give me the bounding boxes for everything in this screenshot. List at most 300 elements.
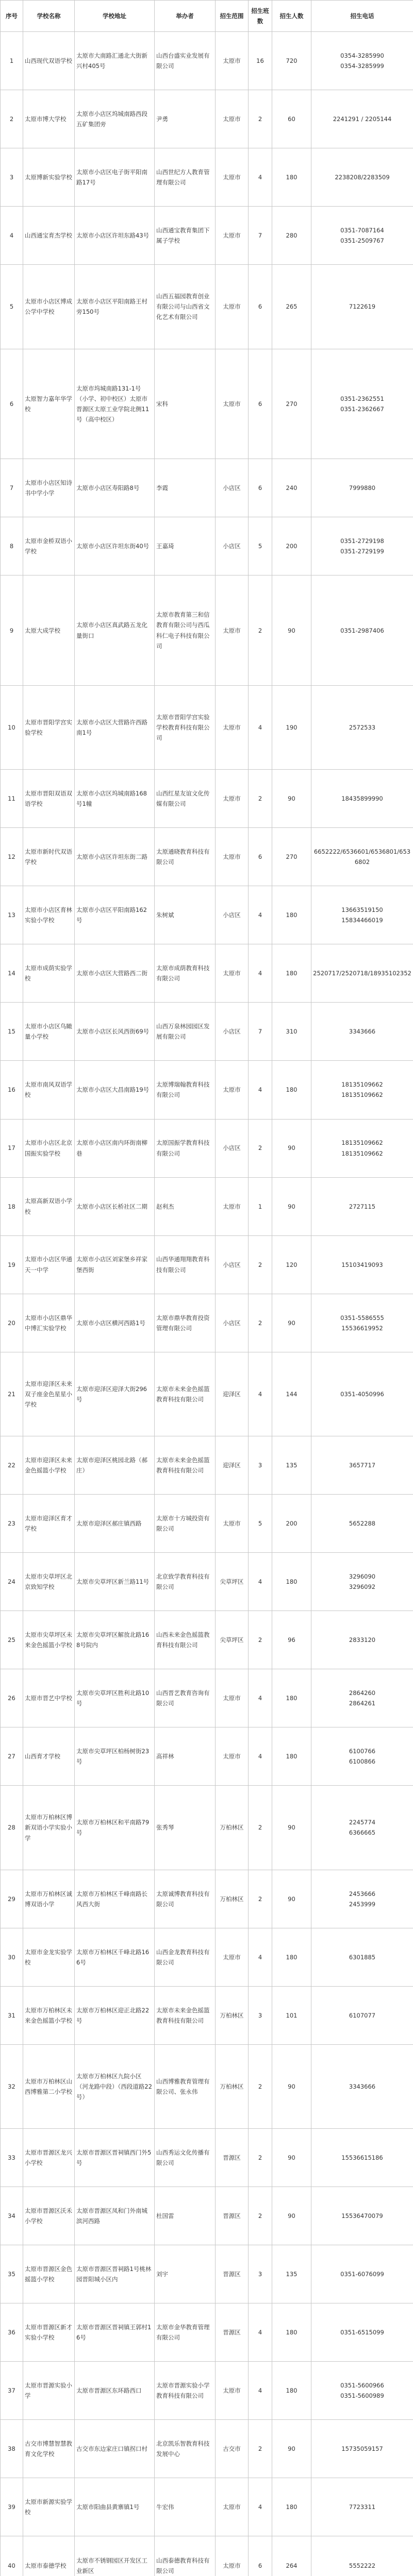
cell-no: 32 — [1, 2044, 23, 2128]
cell-address: 太原市尖草坪区新兰路11号 — [75, 1553, 155, 1611]
cell-phone: 3657717 — [311, 1436, 413, 1495]
cell-phone: 7999880 — [311, 459, 413, 517]
cell-school-name: 太原市迎泽区未来双子座金色星星小学校 — [23, 1352, 75, 1436]
cell-classes: 4 — [249, 148, 272, 207]
cell-no: 3 — [1, 148, 23, 207]
cell-enrollment: 90 — [272, 1294, 311, 1352]
cell-no: 39 — [1, 2478, 23, 2536]
cell-school-name: 太原市小店区北京国振实验学校 — [23, 1119, 75, 1177]
cell-school-name: 太原市万柏林区博新双语小学实验小学 — [23, 1786, 75, 1870]
cell-no: 20 — [1, 1294, 23, 1352]
cell-school-name: 太原市新时代双语学校 — [23, 828, 75, 886]
cell-address: 太原市晋源区凤和门外南城滨河西路 — [75, 2187, 155, 2245]
cell-phone: 2241291 / 2205144 — [311, 90, 413, 148]
cell-no: 23 — [1, 1495, 23, 1553]
cell-school-name: 太原市泰德学校 — [23, 2536, 75, 2576]
cell-classes: 6 — [249, 349, 272, 459]
header-classes: 招生班数 — [249, 1, 272, 32]
cell-no: 2 — [1, 90, 23, 148]
cell-enrollment: 90 — [272, 1870, 311, 1928]
cell-organizer: 山西晋艺教育咨询有限公司 — [155, 1669, 216, 1727]
cell-phone: 2520717/2520718/18935102352 — [311, 944, 413, 1003]
cell-district: 太原市 — [216, 349, 249, 459]
table-row — [1, 1986, 413, 2044]
cell-organizer: 太原市十方城投资有限公司 — [155, 1495, 216, 1553]
cell-phone: 18435899990 — [311, 770, 413, 828]
cell-district: 太原市 — [216, 575, 249, 686]
cell-enrollment: 200 — [272, 1495, 311, 1553]
cell-address: 太原市尖草坪区解放北路168号院内 — [75, 1611, 155, 1669]
cell-school-name: 太原市小店区博成公学中学校 — [23, 265, 75, 349]
table-row — [1, 1727, 413, 1786]
cell-classes: 6 — [249, 265, 272, 349]
table-row — [1, 575, 413, 686]
cell-organizer: 太原市晋阳学宫实验学校教育科技有限公司 — [155, 685, 216, 769]
cell-school-name: 太原市小店区华通天一中学 — [23, 1235, 75, 1294]
cell-phone: 0351-5600966 0351-5600989 — [311, 2362, 413, 2420]
cell-district: 太原市 — [216, 207, 249, 265]
cell-no: 30 — [1, 1928, 23, 1986]
cell-no: 6 — [1, 349, 23, 459]
cell-enrollment: 90 — [272, 1786, 311, 1870]
cell-organizer: 太原市未来金色摇篮教育科技有限公司 — [155, 1352, 216, 1436]
cell-district: 太原市 — [216, 32, 249, 90]
table-row — [1, 1294, 413, 1352]
cell-phone: 6301885 — [311, 1928, 413, 1986]
cell-district: 尖草坪区 — [216, 1553, 249, 1611]
cell-district: 太原市 — [216, 1495, 249, 1553]
cell-classes: 4 — [249, 944, 272, 1003]
cell-address: 太原市小店区真武路五龙化量街口 — [75, 575, 155, 686]
cell-classes: 2 — [249, 1611, 272, 1669]
cell-district: 太原市 — [216, 770, 249, 828]
cell-classes: 4 — [249, 1928, 272, 1986]
cell-school-name: 太原市博大学校 — [23, 90, 75, 148]
cell-district: 太原市 — [216, 1928, 249, 1986]
cell-phone: 0351-6076099 — [311, 2245, 413, 2303]
cell-organizer: 山西世纪方人教育管理有限公司 — [155, 148, 216, 207]
cell-enrollment: 96 — [272, 1611, 311, 1669]
cell-classes: 3 — [249, 2245, 272, 2303]
cell-district: 晋源区 — [216, 2303, 249, 2362]
cell-school-name: 太原博新实验学校 — [23, 148, 75, 207]
cell-no: 22 — [1, 1436, 23, 1495]
cell-school-name: 太原市小店区鼎华中博汇实验学校 — [23, 1294, 75, 1352]
cell-classes: 7 — [249, 1003, 272, 1061]
cell-classes: 2 — [249, 90, 272, 148]
cell-address: 太原市尖草坪区胜利北路10号 — [75, 1669, 155, 1727]
cell-organizer: 张秀琴 — [155, 1786, 216, 1870]
cell-school-name: 太原市金桥双语小学校 — [23, 517, 75, 575]
cell-phone: 0351-2362551 0351-2362667 — [311, 349, 413, 459]
cell-enrollment: 310 — [272, 1003, 311, 1061]
cell-district: 太原市 — [216, 2478, 249, 2536]
cell-address: 太原市小店区大营路许西路南1号 — [75, 685, 155, 769]
cell-enrollment: 101 — [272, 1986, 311, 2044]
cell-enrollment: 60 — [272, 90, 311, 148]
table-row — [1, 828, 413, 886]
cell-classes: 2 — [249, 2187, 272, 2245]
header-organizer: 举办者 — [155, 1, 216, 32]
cell-no: 4 — [1, 207, 23, 265]
cell-organizer: 太原国振学教育科技有限公司 — [155, 1119, 216, 1177]
cell-district: 小店区 — [216, 1003, 249, 1061]
table-row — [1, 517, 413, 575]
cell-school-name: 太原市南风双语学校 — [23, 1061, 75, 1119]
cell-enrollment: 135 — [272, 1436, 311, 1495]
cell-organizer: 王嘉琦 — [155, 517, 216, 575]
cell-organizer: 太原市教育第三和信教育有限公司与西瓜科仁电子科技有限公司 — [155, 575, 216, 686]
cell-organizer: 山西万泉林园园区发展有限公司 — [155, 1003, 216, 1061]
cell-classes: 6 — [249, 828, 272, 886]
cell-address: 太原市小店区许坦东街40号 — [75, 517, 155, 575]
table-row — [1, 1061, 413, 1119]
cell-organizer: 山西红星友谊文化传媒有限公司 — [155, 770, 216, 828]
cell-phone: 7122619 — [311, 265, 413, 349]
cell-enrollment: 280 — [272, 207, 311, 265]
cell-no: 1 — [1, 32, 23, 90]
cell-district: 太原市 — [216, 2536, 249, 2576]
cell-enrollment: 180 — [272, 1669, 311, 1727]
cell-district: 太原市 — [216, 1669, 249, 1727]
cell-phone: 18135109662 18135109662 — [311, 1061, 413, 1119]
cell-classes: 2 — [249, 2044, 272, 2128]
cell-school-name: 太原市小店区育林实验小学校 — [23, 886, 75, 944]
cell-organizer: 太原市成荫教育科技有限公司 — [155, 944, 216, 1003]
cell-address: 太原市小店区许坦东街二路 — [75, 828, 155, 886]
cell-classes: 4 — [249, 1669, 272, 1727]
cell-phone: 0351-7087164 0351-2509767 — [311, 207, 413, 265]
cell-enrollment: 264 — [272, 2536, 311, 2576]
cell-address: 太原市万柏林区千峰南路长风西大街 — [75, 1870, 155, 1928]
cell-organizer: 太原博瑞翰教育科技有限公司 — [155, 1061, 216, 1119]
table-row — [1, 1611, 413, 1669]
cell-classes: 5 — [249, 517, 272, 575]
cell-school-name: 太原市晋源区新才实验小学校 — [23, 2303, 75, 2362]
cell-organizer: 太原市晋源实验小学教育科技有限公司 — [155, 2362, 216, 2420]
cell-no: 37 — [1, 2362, 23, 2420]
cell-district: 万柏林区 — [216, 1870, 249, 1928]
cell-phone: 2864260 2864261 — [311, 1669, 413, 1727]
cell-phone: 15735059157 — [311, 2420, 413, 2478]
cell-phone: 5652288 — [311, 1495, 413, 1553]
cell-school-name: 山西育才学校 — [23, 1727, 75, 1786]
cell-classes: 4 — [249, 1352, 272, 1436]
table-row — [1, 207, 413, 265]
cell-enrollment: 90 — [272, 2420, 311, 2478]
cell-classes: 16 — [249, 32, 272, 90]
cell-enrollment: 200 — [272, 517, 311, 575]
cell-enrollment: 135 — [272, 2245, 311, 2303]
cell-enrollment: 180 — [272, 886, 311, 944]
cell-organizer: 杜国雷 — [155, 2187, 216, 2245]
cell-no: 35 — [1, 2245, 23, 2303]
cell-district: 太原市 — [216, 828, 249, 886]
cell-phone: 15536470079 — [311, 2187, 413, 2245]
cell-no: 28 — [1, 1786, 23, 1870]
cell-classes: 2 — [249, 1119, 272, 1177]
cell-address: 太原市小店区平阳南路王村旁150号 — [75, 265, 155, 349]
cell-organizer: 尹勇 — [155, 90, 216, 148]
header-enrollment: 招生人数 — [272, 1, 311, 32]
table-row — [1, 770, 413, 828]
cell-enrollment: 180 — [272, 1061, 311, 1119]
cell-address: 太原市小店区电子街平阳南路17号 — [75, 148, 155, 207]
cell-school-name: 太原市新源实验学校 — [23, 2478, 75, 2536]
cell-school-name: 太原高新双语小学校 — [23, 1177, 75, 1235]
cell-school-name: 太原市晋阳双语双语学校 — [23, 770, 75, 828]
cell-classes: 2 — [249, 1870, 272, 1928]
cell-phone: 13663519150 15834466019 — [311, 886, 413, 944]
table-row — [1, 2420, 413, 2478]
cell-phone: 6652222/6536601/6536801/6536802 — [311, 828, 413, 886]
cell-enrollment: 240 — [272, 459, 311, 517]
cell-district: 小店区 — [216, 517, 249, 575]
table-row — [1, 2245, 413, 2303]
table-row — [1, 886, 413, 944]
cell-school-name: 太原市迎泽区育才学校 — [23, 1495, 75, 1553]
cell-classes: 4 — [249, 2303, 272, 2362]
cell-classes: 4 — [249, 685, 272, 769]
cell-no: 40 — [1, 2536, 23, 2576]
cell-address: 太原市小店区许坦东路43号 — [75, 207, 155, 265]
cell-no: 19 — [1, 1235, 23, 1294]
cell-organizer: 山西台盛实业发展有限公司 — [155, 32, 216, 90]
cell-address: 太原市迎泽区郝庄镇西路 — [75, 1495, 155, 1553]
cell-phone: 2572533 — [311, 685, 413, 769]
cell-organizer: 北京凯乐智教育科技发展中心 — [155, 2420, 216, 2478]
table-row — [1, 90, 413, 148]
cell-enrollment: 90 — [272, 1119, 311, 1177]
cell-address: 太原市小店区长桥社区二期 — [75, 1177, 155, 1235]
cell-district: 万柏林区 — [216, 1986, 249, 2044]
table-row — [1, 459, 413, 517]
cell-address: 太原市小店区坞城南路168号1幢 — [75, 770, 155, 828]
cell-organizer: 山西五福园教育创业有限公司与山西省文化艺术有限公司 — [155, 265, 216, 349]
cell-enrollment: 144 — [272, 1352, 311, 1436]
table-row — [1, 2478, 413, 2536]
cell-school-name: 太原市小店区鸟瞰量小学校 — [23, 1003, 75, 1061]
table-row — [1, 2303, 413, 2362]
header-district: 招生范围 — [216, 1, 249, 32]
cell-phone: 3343666 — [311, 2044, 413, 2128]
cell-school-name: 太原市成荫实验学校 — [23, 944, 75, 1003]
cell-phone: 0351-6515099 — [311, 2303, 413, 2362]
cell-classes: 1 — [249, 1177, 272, 1235]
cell-organizer: 山西未来金色摇篮教育科技有限公司 — [155, 1611, 216, 1669]
header-school: 学校名称 — [23, 1, 75, 32]
cell-no: 14 — [1, 944, 23, 1003]
cell-address: 太原市不锈钢园区开发区工业新区 — [75, 2536, 155, 2576]
table-row — [1, 1553, 413, 1611]
cell-phone: 0351-4050996 — [311, 1352, 413, 1436]
cell-no: 36 — [1, 2303, 23, 2362]
cell-district: 太原市 — [216, 1061, 249, 1119]
cell-district: 小店区 — [216, 1294, 249, 1352]
cell-classes: 2 — [249, 2129, 272, 2187]
cell-no: 38 — [1, 2420, 23, 2478]
cell-phone: 0354-3285990 0354-3285999 — [311, 32, 413, 90]
cell-school-name: 太原市尖草坪区未来金色摇篮小学校 — [23, 1611, 75, 1669]
cell-no: 31 — [1, 1986, 23, 2044]
cell-organizer: 山西通宝教育集团下属子学校 — [155, 207, 216, 265]
cell-classes: 4 — [249, 1553, 272, 1611]
cell-district: 晋源区 — [216, 2129, 249, 2187]
table-row — [1, 2044, 413, 2128]
cell-district: 万柏林区 — [216, 1786, 249, 1870]
table-row — [1, 349, 413, 459]
cell-district: 太原市 — [216, 2362, 249, 2420]
cell-organizer: 山西博雅教育管理有限公司、张永伟 — [155, 2044, 216, 2128]
cell-enrollment: 90 — [272, 2129, 311, 2187]
cell-address: 太原市小店区坞城南路西段五矿集团旁 — [75, 90, 155, 148]
cell-address: 太原市小店区横河西路1号 — [75, 1294, 155, 1352]
cell-classes: 6 — [249, 2536, 272, 2576]
cell-no: 17 — [1, 1119, 23, 1177]
cell-address: 太原市阳曲县黄寨镇1号 — [75, 2478, 155, 2536]
cell-address: 太原市小店区长风西街69号 — [75, 1003, 155, 1061]
table-row — [1, 1119, 413, 1177]
cell-no: 7 — [1, 459, 23, 517]
cell-address: 太原市迎泽区迎泽大街296号 — [75, 1352, 155, 1436]
cell-no: 11 — [1, 770, 23, 828]
cell-no: 10 — [1, 685, 23, 769]
table-row — [1, 2187, 413, 2245]
cell-no: 8 — [1, 517, 23, 575]
cell-school-name: 古交市博慧智慧教育文化学校 — [23, 2420, 75, 2478]
table-row — [1, 1177, 413, 1235]
cell-school-name: 太原市晋源实验小学 — [23, 2362, 75, 2420]
cell-no: 18 — [1, 1177, 23, 1235]
table-row — [1, 1870, 413, 1928]
cell-no: 12 — [1, 828, 23, 886]
cell-classes: 7 — [249, 207, 272, 265]
cell-no: 33 — [1, 2129, 23, 2187]
cell-district: 太原市 — [216, 1177, 249, 1235]
cell-classes: 3 — [249, 1436, 272, 1495]
cell-organizer: 朱树斌 — [155, 886, 216, 944]
cell-district: 太原市 — [216, 90, 249, 148]
cell-address: 太原市万柏林区千峰北路166号 — [75, 1928, 155, 1986]
table-header-row — [1, 1, 413, 32]
cell-address: 太原市小店区刘家堡乡祥家堡西街 — [75, 1235, 155, 1294]
cell-organizer: 李霞 — [155, 459, 216, 517]
cell-no: 29 — [1, 1870, 23, 1928]
cell-school-name: 太原市金龙实验学校 — [23, 1928, 75, 1986]
cell-no: 34 — [1, 2187, 23, 2245]
cell-no: 25 — [1, 1611, 23, 1669]
cell-address: 太原市迎泽区桃园北路（郝庄） — [75, 1436, 155, 1495]
cell-enrollment: 180 — [272, 148, 311, 207]
cell-district: 晋源区 — [216, 2187, 249, 2245]
cell-district: 晋源区 — [216, 2245, 249, 2303]
table-row — [1, 1928, 413, 1986]
cell-school-name: 山西现代双语学校 — [23, 32, 75, 90]
table-row — [1, 32, 413, 90]
cell-district: 迎泽区 — [216, 1352, 249, 1436]
cell-district: 小店区 — [216, 1119, 249, 1177]
cell-phone: 5552222 — [311, 2536, 413, 2576]
cell-district: 小店区 — [216, 1235, 249, 1294]
header-phone: 招生电话 — [311, 1, 413, 32]
cell-school-name: 山西通宝育杰学校 — [23, 207, 75, 265]
cell-district: 小店区 — [216, 886, 249, 944]
cell-organizer: 山西泰德教育科技有限公司 — [155, 2536, 216, 2576]
cell-organizer: 太原市鼎华教育投资管理有限公司 — [155, 1294, 216, 1352]
cell-address: 古交市东边家庄口镇拐口村 — [75, 2420, 155, 2478]
header-no: 序号 — [1, 1, 23, 32]
cell-organizer: 山西秀运文化传播有限公司 — [155, 2129, 216, 2187]
cell-enrollment: 180 — [272, 2362, 311, 2420]
cell-no: 26 — [1, 1669, 23, 1727]
cell-enrollment: 720 — [272, 32, 311, 90]
cell-address: 太原市晋源区晋祠镇王郭村16号 — [75, 2303, 155, 2362]
cell-phone: 3296090 3296092 — [311, 1553, 413, 1611]
cell-school-name: 太原市晋源区龙兴小学校 — [23, 2129, 75, 2187]
cell-phone: 0351-5586555 15536619952 — [311, 1294, 413, 1352]
cell-address: 太原市小店区南内环街南柳巷 — [75, 1119, 155, 1177]
cell-district: 太原市 — [216, 148, 249, 207]
cell-district: 迎泽区 — [216, 1436, 249, 1495]
table-row — [1, 1669, 413, 1727]
cell-classes: 2 — [249, 575, 272, 686]
cell-organizer: 山西华通翔翔教育科技有限公司 — [155, 1235, 216, 1294]
cell-school-name: 太原市尖草坪区北京致知学校 — [23, 1553, 75, 1611]
cell-classes: 4 — [249, 886, 272, 944]
cell-phone: 6107077 — [311, 1986, 413, 2044]
cell-classes: 4 — [249, 2478, 272, 2536]
cell-school-name: 太原市小店区知诗书中学小学 — [23, 459, 75, 517]
cell-enrollment: 90 — [272, 2187, 311, 2245]
cell-district: 万柏林区 — [216, 2044, 249, 2128]
cell-phone: 7723311 — [311, 2478, 413, 2536]
cell-classes: 2 — [249, 1786, 272, 1870]
cell-enrollment: 90 — [272, 1177, 311, 1235]
cell-phone: 2245774 6366665 — [311, 1786, 413, 1870]
cell-school-name: 太原智力嘉年华学校 — [23, 349, 75, 459]
cell-district: 太原市 — [216, 685, 249, 769]
table-row — [1, 944, 413, 1003]
table-row — [1, 148, 413, 207]
cell-address: 太原市坞城南路131-1号（小学、初中校区）太原市晋源区太原工业学院北侧11号（高中校区） — [75, 349, 155, 459]
cell-enrollment: 270 — [272, 349, 311, 459]
cell-organizer: 太原市未来金色摇篮教育科技有限公司 — [155, 1436, 216, 1495]
cell-enrollment: 180 — [272, 1727, 311, 1786]
cell-organizer: 太原市金华教育管理有限公司 — [155, 2303, 216, 2362]
cell-school-name: 太原市万柏林区诚博双语小学 — [23, 1870, 75, 1928]
cell-no: 15 — [1, 1003, 23, 1061]
cell-address: 太原市小店区大昌南路19号 — [75, 1061, 155, 1119]
cell-organizer: 高祥林 — [155, 1727, 216, 1786]
cell-organizer: 赵利杰 — [155, 1177, 216, 1235]
cell-classes: 3 — [249, 1986, 272, 2044]
cell-classes: 6 — [249, 459, 272, 517]
cell-organizer: 太原诚博教育科技有限公司 — [155, 1870, 216, 1928]
cell-enrollment: 180 — [272, 944, 311, 1003]
cell-address: 太原市小店区寿阳路8号 — [75, 459, 155, 517]
cell-phone: 3343666 — [311, 1003, 413, 1061]
cell-phone: 2453666 2453999 — [311, 1870, 413, 1928]
cell-school-name: 太原市晋艺中学校 — [23, 1669, 75, 1727]
cell-enrollment: 180 — [272, 1928, 311, 1986]
cell-address: 太原市万柏林区和平南路79号 — [75, 1786, 155, 1870]
cell-no: 5 — [1, 265, 23, 349]
table-row — [1, 1003, 413, 1061]
cell-organizer: 刘宇 — [155, 2245, 216, 2303]
cell-classes: 4 — [249, 2362, 272, 2420]
cell-enrollment: 180 — [272, 2478, 311, 2536]
cell-address: 太原市晋源区晋祠路1号桃林园晋阳城小区内 — [75, 2245, 155, 2303]
